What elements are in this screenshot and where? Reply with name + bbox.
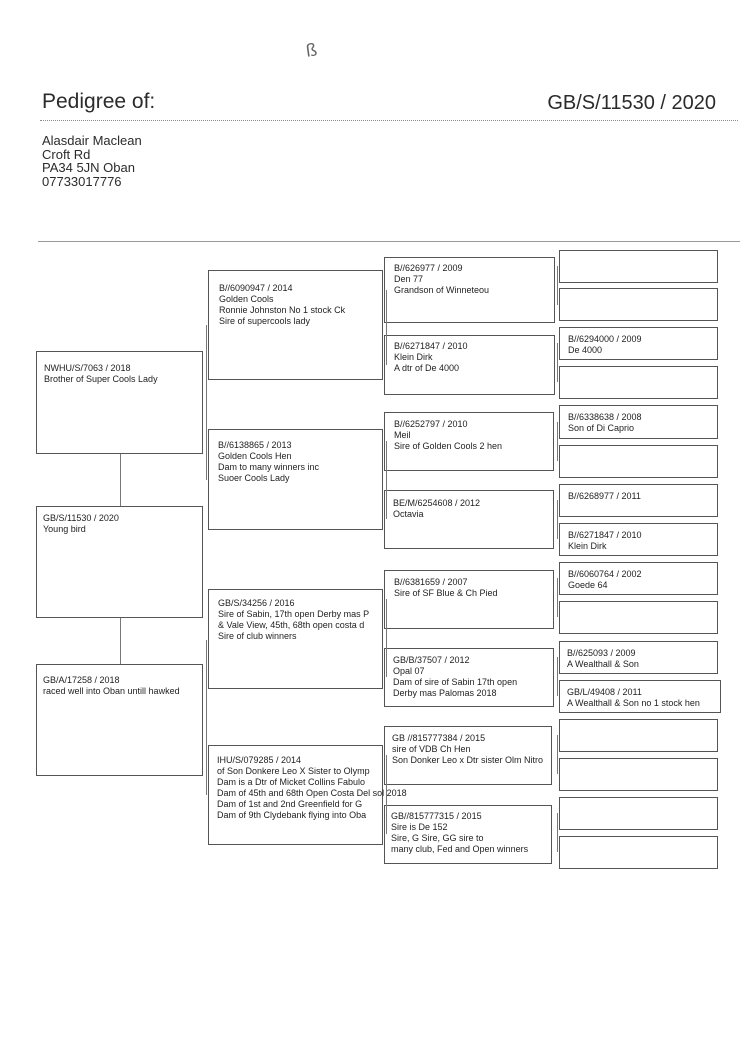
grandparent-line: Sire of supercools lady	[219, 316, 311, 326]
gg-grandparent-box	[559, 719, 718, 752]
sire-entry	[44, 363, 158, 385]
handwritten-mark: ß	[304, 39, 319, 61]
great-grandparent-line: Sire, G Sire, GG sire to	[391, 833, 484, 843]
great-grandparent-entry	[392, 733, 543, 766]
gg-grandparent-line: A Wealthall & Son	[567, 659, 639, 669]
great-grandparent-line: Dam of sire of Sabin 17th open	[393, 677, 518, 687]
gg-grandparent-line: Son of Di Caprio	[568, 423, 635, 433]
gg-grandparent-entry	[568, 412, 642, 434]
grandparent-line: Ronnie Johnston No 1 stock Ck	[219, 305, 346, 315]
great-grandparent-entry	[393, 655, 517, 699]
great-grandparent-line: Den 77	[394, 274, 424, 284]
connector	[557, 422, 558, 461]
gg-grandparent-line: Klein Dirk	[568, 541, 607, 551]
great-grandparent-entry	[394, 341, 468, 374]
great-grandparent-entry	[394, 419, 502, 452]
great-grandparent-ring: B//6252797 / 2010	[394, 419, 468, 429]
gg-grandparent-ring: B//6268977 / 2011	[568, 491, 641, 501]
gg-grandparent-entry	[567, 687, 700, 709]
owner-street: Croft Rd	[42, 146, 91, 162]
great-grandparent-entry	[393, 498, 480, 520]
dam-line: raced well into Oban untill hawked	[43, 686, 180, 696]
sire-ring: NWHU/S/7063 / 2018	[44, 363, 131, 373]
grandparent-ring: IHU/S/079285 / 2014	[217, 755, 302, 765]
great-grandparent-line: Sire of SF Blue & Ch Pied	[394, 588, 498, 598]
connector	[386, 441, 387, 519]
connector	[120, 454, 121, 506]
grandparent-line: & Vale View, 45th, 68th open costa d	[218, 620, 365, 630]
grandparent-line: Dam is a Dtr of Micket Collins Fabulo	[217, 777, 366, 787]
great-grandparent-ring: B//626977 / 2009	[394, 263, 463, 273]
owner-phone: 07733017776	[42, 173, 122, 189]
great-grandparent-line: Meil	[394, 430, 411, 440]
grandparent-line: Dam to many winners inc	[218, 462, 320, 472]
gg-grandparent-ring: GB/L/49408 / 2011	[567, 687, 642, 697]
gg-grandparent-box	[559, 366, 718, 399]
connector	[557, 578, 558, 617]
subject-ring: GB/S/11530 / 2020	[43, 513, 119, 523]
great-grandparent-ring: GB/B/37507 / 2012	[393, 655, 470, 665]
connector	[557, 343, 558, 382]
gg-grandparent-box	[559, 445, 718, 478]
grandparent-line: Sire of club winners	[218, 631, 297, 641]
gg-grandparent-ring: B//6060764 / 2002	[568, 569, 642, 579]
great-grandparent-entry	[394, 263, 489, 296]
dam-ring: GB/A/17258 / 2018	[43, 675, 120, 685]
gg-grandparent-entry	[568, 530, 642, 552]
connector	[386, 755, 387, 834]
subject-entry	[43, 513, 119, 535]
connector	[120, 618, 121, 664]
connector	[557, 657, 558, 696]
great-grandparent-line: A dtr of De 4000	[394, 363, 460, 373]
great-grandparent-ring: GB //815777384 / 2015	[392, 733, 486, 743]
gg-grandparent-box	[559, 288, 718, 321]
great-grandparent-ring: B//6271847 / 2010	[394, 341, 468, 351]
gg-grandparent-box	[559, 797, 718, 830]
connector	[557, 813, 558, 852]
connector	[386, 290, 387, 365]
gg-grandparent-ring: B//6338638 / 2008	[568, 412, 642, 422]
great-grandparent-line: Grandson of Winneteou	[394, 285, 490, 295]
connector	[557, 500, 558, 539]
great-grandparent-line: Opal 07	[393, 666, 425, 676]
gg-grandparent-box	[559, 758, 718, 791]
great-grandparent-ring: B//6381659 / 2007	[394, 577, 468, 587]
great-grandparent-line: sire of VDB Ch Hen	[392, 744, 471, 754]
gg-grandparent-ring: B//625093 / 2009	[567, 648, 636, 658]
great-grandparent-entry	[391, 811, 528, 855]
grandparent-line: Dam of 1st and 2nd Greenfield for G	[217, 799, 363, 809]
gg-grandparent-entry	[568, 334, 642, 356]
gg-grandparent-box	[559, 250, 718, 283]
great-grandparent-line: Son Donker Leo x Dtr sister Olm Nitro	[392, 755, 544, 765]
great-grandparent-line: Derby mas Palomas 2018	[393, 688, 497, 698]
gg-grandparent-line: De 4000	[568, 345, 603, 355]
connector	[557, 735, 558, 774]
grandparent-line: Dam of 45th and 68th Open Costa Del sol 2018	[217, 788, 407, 798]
owner-divider	[38, 241, 740, 242]
great-grandparent-ring: BE/M/6254608 / 2012	[393, 498, 481, 508]
gg-grandparent-entry	[567, 648, 639, 670]
grandparent-entry	[217, 755, 407, 821]
subject-line: Young bird	[43, 524, 86, 534]
great-grandparent-ring: GB//815777315 / 2015	[391, 811, 482, 821]
gg-grandparent-ring: B//6271847 / 2010	[568, 530, 642, 540]
grandparent-line: Sire of Sabin, 17th open Derby mas P	[218, 609, 370, 619]
grandparent-ring: B//6090947 / 2014	[219, 283, 293, 293]
great-grandparent-line: many club, Fed and Open winners	[391, 844, 529, 854]
grandparent-line: Dam of 9th Clydebank flying into Oba	[217, 810, 367, 820]
gg-grandparent-line: A Wealthall & Son no 1 stock hen	[567, 698, 700, 708]
connector	[206, 640, 207, 795]
sire-line: Brother of Super Cools Lady	[44, 374, 158, 384]
page-title: Pedigree of:	[42, 90, 156, 113]
header-divider	[40, 120, 738, 121]
great-grandparent-line: Octavia	[393, 509, 424, 519]
gg-grandparent-ring: B//6294000 / 2009	[568, 334, 642, 344]
owner-block	[42, 134, 142, 188]
grandparent-line: Suoer Cools Lady	[218, 473, 290, 483]
grandparent-ring: GB/S/34256 / 2016	[218, 598, 295, 608]
dam-entry	[43, 675, 180, 697]
gg-grandparent-entry	[568, 569, 642, 591]
gg-grandparent-line: Goede 64	[568, 580, 608, 590]
gg-grandparent-entry	[568, 491, 641, 502]
great-grandparent-entry	[394, 577, 498, 599]
great-grandparent-line: Sire of Golden Cools 2 hen	[394, 441, 503, 451]
gg-grandparent-box	[559, 601, 718, 634]
great-grandparent-line: Sire is De 152	[391, 822, 448, 832]
owner-postcode-town: PA34 5JN Oban	[42, 160, 135, 175]
grandparent-entry	[219, 283, 345, 327]
grandparent-line: Golden Cools	[219, 294, 274, 304]
header-ring-number: GB/S/11530 / 2020	[547, 92, 716, 114]
gg-grandparent-box	[559, 836, 718, 869]
connector	[386, 599, 387, 677]
grandparent-entry	[218, 440, 319, 484]
grandparent-line: Golden Cools Hen	[218, 451, 292, 461]
connector	[557, 266, 558, 305]
grandparent-entry	[218, 598, 369, 642]
grandparent-line: of Son Donkere Leo X Sister to Olymp	[217, 766, 370, 776]
grandparent-ring: B//6138865 / 2013	[218, 440, 292, 450]
great-grandparent-line: Klein Dirk	[394, 352, 433, 362]
owner-name: Alasdair Maclean	[42, 133, 142, 148]
connector	[206, 325, 207, 480]
